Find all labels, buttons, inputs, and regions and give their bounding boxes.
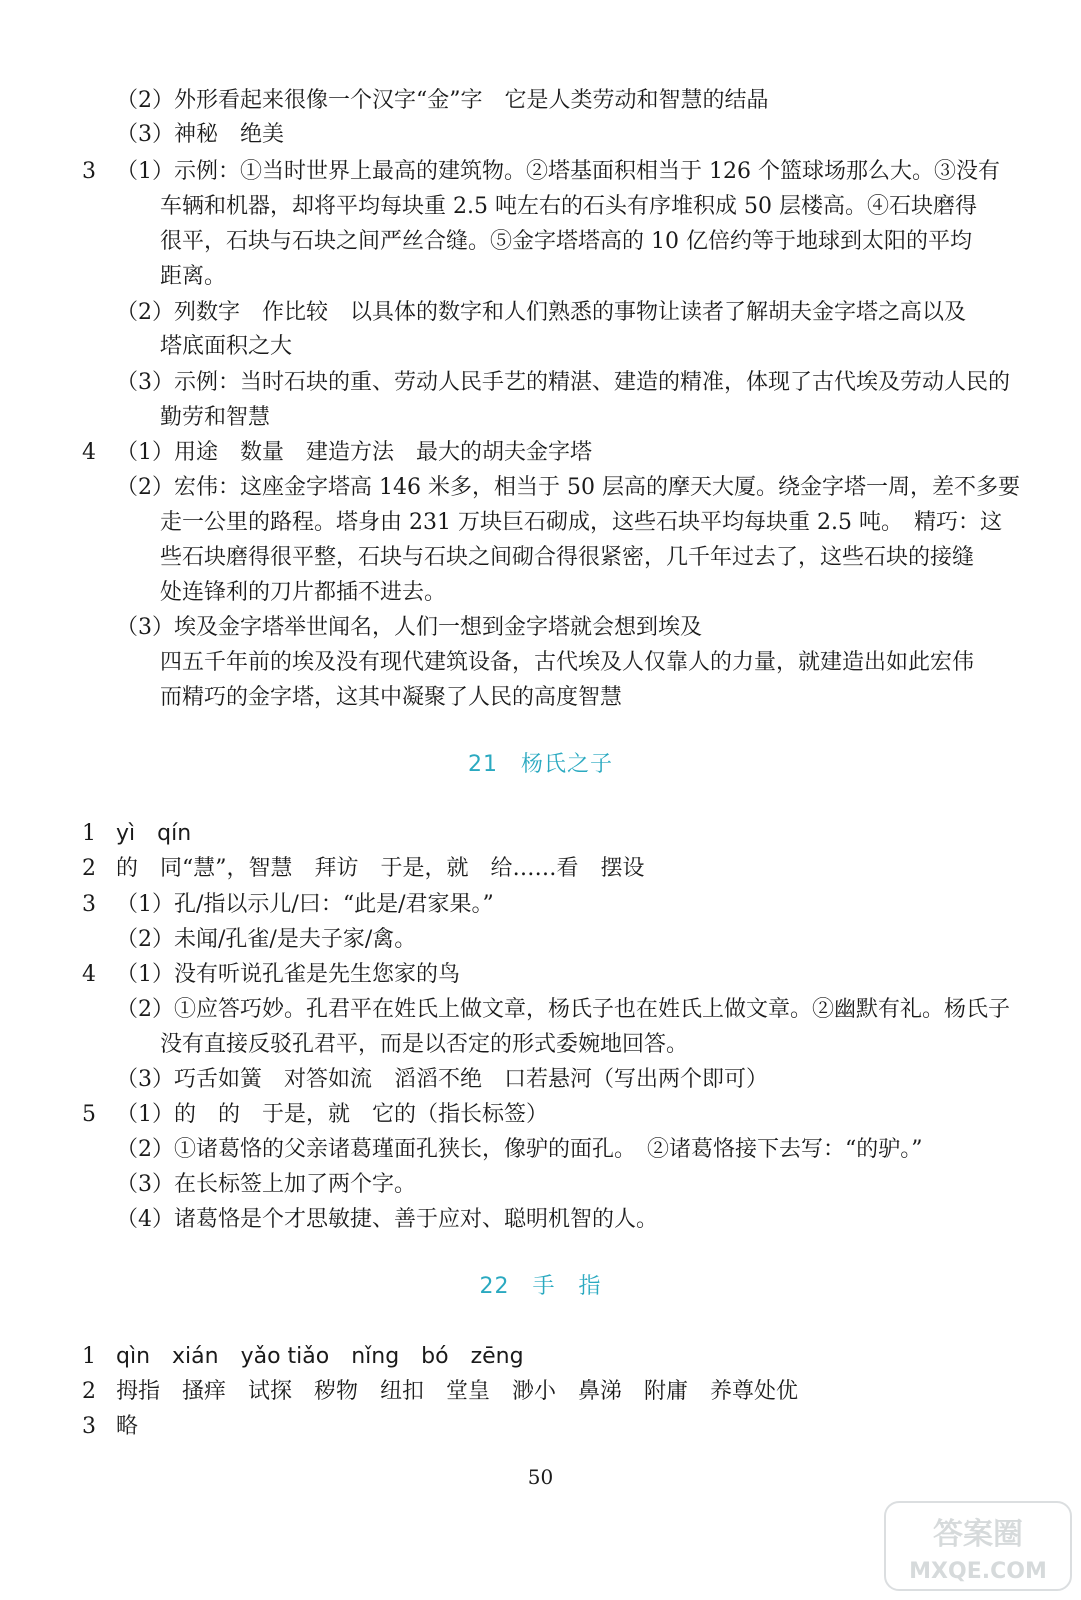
answer-line: 处连锋利的刀片都插不进去。 [160, 580, 447, 605]
answer-line: （2）①诸葛恪的父亲诸葛瑾面孔狭长，像驴的面孔。 ②诸葛恪接下去写：“的驴。” [116, 1137, 923, 1162]
answer-line: 四五千年前的埃及没有现代建筑设备，古代埃及人仅靠人的力量，就建造出如此宏伟 [160, 650, 975, 675]
page-number: 50 [527, 1465, 554, 1489]
answer-line: （1）用途 数量 建造方法 最大的胡夫金字塔 [116, 440, 592, 465]
answer-line: （2）列数字 作比较 以具体的数字和人们熟悉的事物让读者了解胡夫金字塔之高以及 [116, 300, 966, 325]
answer-line: 略 [116, 1414, 139, 1439]
section-heading: 22 手 指 [479, 1274, 602, 1299]
watermark-logo [883, 1500, 1073, 1592]
answer-line: 距离。 [160, 264, 227, 289]
svg-text:答案圈: 答案圈 [933, 1517, 1023, 1552]
answer-line: （2）外形看起来很像一个汉字“金”字 它是人类劳动和智慧的结晶 [116, 88, 769, 113]
answer-line: yì qín [116, 821, 192, 846]
svg-text:MXQE.COM: MXQE.COM [909, 1559, 1047, 1584]
question-number: 5 [82, 1102, 96, 1127]
answer-line: 没有直接反驳孔君平，而是以否定的形式委婉地回答。 [160, 1032, 689, 1057]
answer-line: （3）埃及金字塔举世闻名，人们一想到金字塔就会想到埃及 [116, 615, 702, 640]
answer-line: 走一公里的路程。塔身由 231 万块巨石砌成，这些石块平均每块重 2.5 吨。 精巧：这 [160, 510, 1002, 535]
answer-line: 些石块磨得很平整，石块与石块之间砌合得很紧密，几千年过去了，这些石块的接缝 [160, 545, 975, 570]
question-number: 3 [82, 159, 96, 184]
answer-line: （3）巧舌如簧 对答如流 滔滔不绝 口若悬河（写出两个即可） [116, 1067, 768, 1092]
section-heading: 21 杨氏之子 [468, 752, 613, 777]
question-number: 3 [82, 1414, 96, 1439]
question-number: 2 [82, 1379, 96, 1404]
answer-line: 的 同“慧”，智慧 拜访 于是，就 给……看 摆设 [116, 856, 645, 881]
answer-line: （3）示例：当时石块的重、劳动人民手艺的精湛、建造的精准，体现了古代埃及劳动人民的 [116, 370, 1011, 395]
answer-line: （1）孔/指以示儿/曰：“此是/君家果。” [116, 892, 494, 917]
question-number: 2 [82, 856, 96, 881]
question-number: 3 [82, 892, 96, 917]
answer-line: （2）①应答巧妙。孔君平在姓氏上做文章，杨氏子也在姓氏上做文章。②幽默有礼。杨氏子 [116, 997, 1011, 1022]
answer-line: （3）在长标签上加了两个字。 [116, 1172, 416, 1197]
answer-line: qìn xián yǎo tiǎo nǐng bó zēng [116, 1344, 524, 1369]
answer-line: （1）没有听说孔雀是先生您家的鸟 [116, 962, 460, 987]
question-number: 1 [82, 821, 96, 846]
answer-line: 车辆和机器，却将平均每块重 2.5 吨左右的石头有序堆积成 50 层楼高。④石块磨得 [160, 194, 977, 219]
answer-line: （3）神秘 绝美 [116, 122, 284, 147]
answer-line: （1）的 的 于是，就 它的（指长标签） [116, 1102, 548, 1127]
answer-line: 很平，石块与石块之间严丝合缝。⑤金字塔塔高的 10 亿倍约等于地球到太阳的平均 [160, 229, 972, 254]
answer-line: （2）宏伟：这座金字塔高 146 米多，相当于 50 层高的摩天大厦。绕金字塔一周，差不多要 [116, 475, 1020, 500]
answer-line: 拇指 搔痒 试探 秽物 纽扣 堂皇 渺小 鼻涕 附庸 养尊处优 [116, 1379, 799, 1404]
answer-line: （4）诸葛恪是个才思敏捷、善于应对、聪明机智的人。 [116, 1207, 658, 1232]
answer-line: （2）未闻/孔雀/是夫子家/禽。 [116, 927, 417, 952]
answer-line: 勤劳和智慧 [160, 405, 271, 430]
question-number: 1 [82, 1344, 96, 1369]
question-number: 4 [82, 962, 96, 987]
answer-line: 而精巧的金字塔，这其中凝聚了人民的高度智慧 [160, 685, 623, 710]
question-number: 4 [82, 440, 96, 465]
answer-line: 塔底面积之大 [160, 334, 293, 359]
answer-line: （1）示例：①当时世界上最高的建筑物。②塔基面积相当于 126 个篮球场那么大。③没有 [116, 159, 1000, 184]
